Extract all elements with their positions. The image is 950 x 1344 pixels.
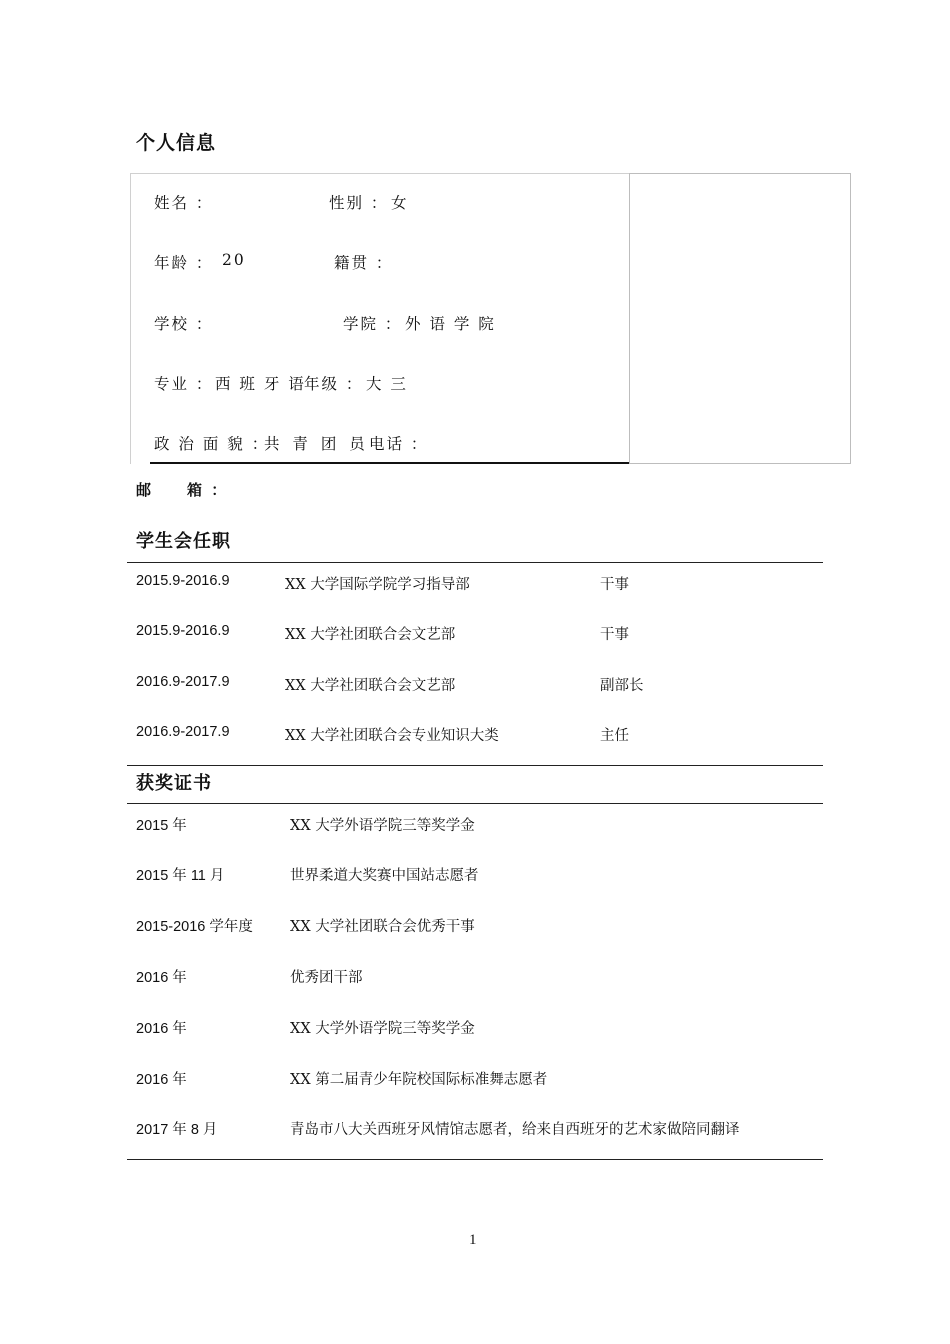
- union-row-org: XX 大学社团联合会专业知识大类: [285, 728, 499, 744]
- award-row-desc: XX 大学外语学院三等奖学金: [290, 818, 475, 834]
- union-row-date: 2015.9-2016.9: [136, 573, 230, 589]
- age-value: 20: [222, 251, 246, 269]
- award-row-date: 2016 年: [136, 970, 187, 986]
- grade-label: 年级 ：: [304, 375, 364, 393]
- grade-value: 大 三: [366, 375, 408, 393]
- award-row-desc: 优秀团干部: [290, 970, 363, 986]
- award-row-date: 2015 年 11 月: [136, 868, 225, 884]
- award-row-date: 2017 年 8 月: [136, 1122, 218, 1138]
- section-divider: [127, 803, 823, 804]
- college-label: 学院 ：: [343, 315, 403, 333]
- section-divider: [127, 765, 823, 766]
- award-row-desc: XX 第二届青少年院校国际标准舞志愿者: [290, 1072, 548, 1088]
- gender-value: 女: [391, 194, 409, 212]
- section-divider: [127, 562, 823, 563]
- union-row-org: XX 大学国际学院学习指导部: [285, 577, 470, 593]
- info-box-left-border: [130, 173, 131, 464]
- award-row-desc: 青岛市八大关西班牙风情馆志愿者，给来自西班牙的艺术家做陪同翻译: [290, 1122, 740, 1138]
- hometown-label: 籍贯 ：: [334, 254, 394, 272]
- union-row-date: 2016.9-2017.9: [136, 724, 230, 740]
- politics-value: 共 青 团 员: [264, 435, 369, 453]
- award-row-date: 2016 年: [136, 1072, 187, 1088]
- union-row-role: 干事: [600, 577, 629, 593]
- award-row-date: 2015-2016 学年度: [136, 919, 253, 935]
- award-row-desc: XX 大学外语学院三等奖学金: [290, 1021, 475, 1037]
- phone-label: 电话 ：: [369, 435, 429, 453]
- major-label: 专业 ：: [154, 375, 214, 393]
- major-value: 西 班 牙 语: [215, 375, 306, 393]
- student-union-heading: 学生会任职: [136, 531, 231, 552]
- union-row-role: 主任: [600, 728, 629, 744]
- union-row-org: XX 大学社团联合会文艺部: [285, 678, 456, 694]
- union-row-date: 2015.9-2016.9: [136, 623, 230, 639]
- award-row-date: 2015 年: [136, 818, 187, 834]
- award-row-desc: XX 大学社团联合会优秀干事: [290, 919, 475, 935]
- union-row-role: 干事: [600, 627, 629, 643]
- union-row-org: XX 大学社团联合会文艺部: [285, 627, 456, 643]
- union-row-date: 2016.9-2017.9: [136, 674, 230, 690]
- info-box-bottom-border: [150, 462, 629, 464]
- age-label: 年龄 ：: [154, 254, 214, 272]
- personal-info-heading: 个人信息: [136, 132, 217, 154]
- college-value: 外 语 学 院: [405, 315, 496, 333]
- name-label: 姓名 ：: [154, 194, 214, 212]
- union-row-role: 副部长: [600, 678, 644, 694]
- awards-heading: 获奖证书: [136, 773, 212, 794]
- award-row-desc: 世界柔道大奖赛中国站志愿者: [290, 868, 479, 884]
- award-row-date: 2016 年: [136, 1021, 187, 1037]
- section-divider: [127, 1159, 823, 1160]
- gender-label: 性别 ：: [329, 194, 389, 212]
- email-label: 邮 箱 ：: [136, 481, 229, 499]
- photo-placeholder: [629, 173, 851, 464]
- page-number: 1: [469, 1232, 477, 1248]
- school-label: 学校 ：: [154, 315, 214, 333]
- politics-label: 政 治 面 貌 ：: [154, 435, 270, 453]
